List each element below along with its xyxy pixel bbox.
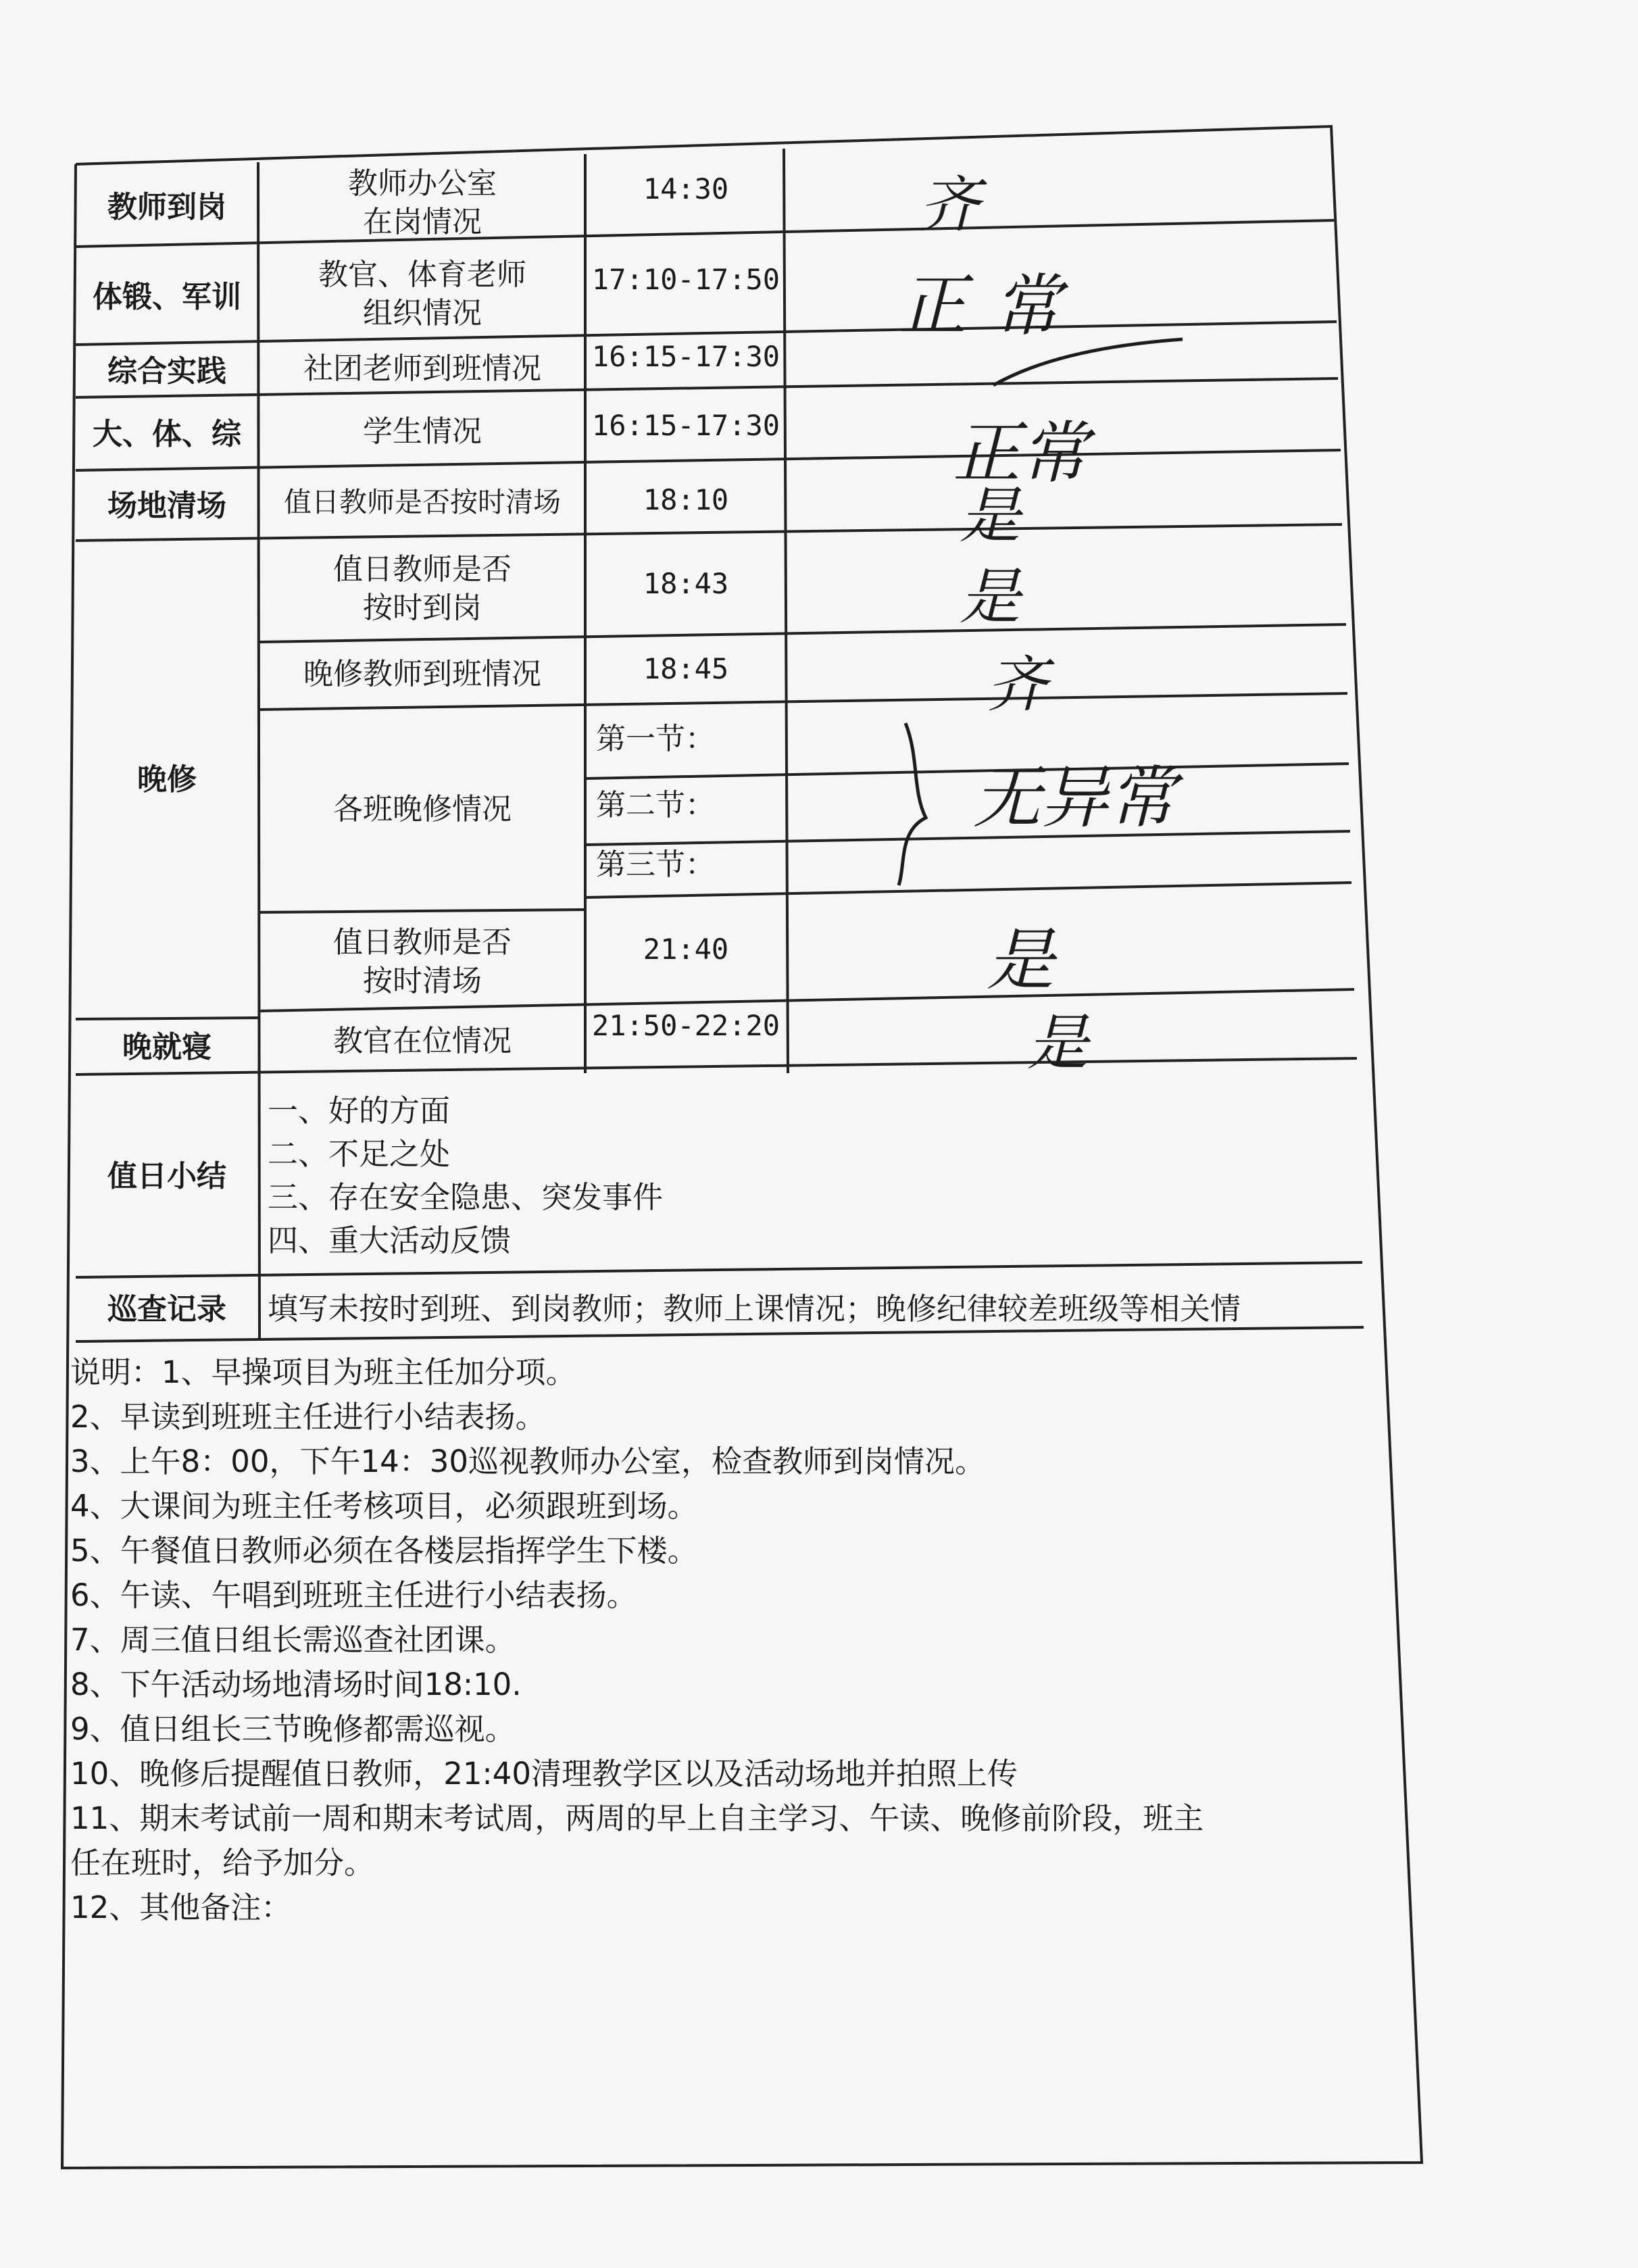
time-r9: 21:40 bbox=[643, 932, 729, 966]
handwritten-dash bbox=[987, 331, 1189, 392]
time-r4: 16:15-17:30 bbox=[591, 408, 780, 442]
item-line: 值日教师是否 bbox=[333, 551, 512, 587]
item-club-teachers: 社团老师到班情况 bbox=[303, 351, 541, 387]
patrol-text: 填写未按时到班、到岗教师；教师上课情况；晚修纪律较差班级等相关情 bbox=[268, 1291, 1241, 1327]
note-line: 12、其他备注： bbox=[70, 1890, 292, 1925]
item-line: 组织情况 bbox=[363, 296, 482, 330]
handwritten-result-r1: 齐 bbox=[919, 170, 980, 241]
note-line: 4、大课间为班主任考核项目，必须跟班到场。 bbox=[70, 1488, 698, 1524]
summary-line: 一、好的方面 bbox=[268, 1093, 451, 1129]
handwritten-result-r9: 是 bbox=[987, 920, 1054, 1000]
item-line: 按时到岗 bbox=[363, 591, 482, 625]
handwritten-brace bbox=[878, 716, 960, 892]
item-evening-teachers: 晚修教师到班情况 bbox=[303, 657, 541, 692]
handwritten-result-r10: 是 bbox=[1027, 1008, 1088, 1079]
note-line: 10、晚修后提醒值日教师，21:40清理教学区以及活动场地并拍照上传 bbox=[70, 1756, 1018, 1792]
period-1: 第一节： bbox=[596, 722, 715, 757]
summary-list bbox=[268, 1089, 663, 1262]
handwritten-result-r5: 是 bbox=[960, 480, 1020, 551]
time-r7: 18:45 bbox=[643, 651, 729, 685]
handwritten-result-r4: 正常 bbox=[953, 414, 1088, 493]
note-line: 说明：1、早操项目为班主任加分项。 bbox=[70, 1354, 576, 1390]
handwritten-result-r8: 无异常 bbox=[973, 758, 1176, 837]
note-line: 任在班时，给予加分。 bbox=[70, 1845, 375, 1881]
period-2: 第二节： bbox=[596, 788, 715, 823]
item-line: 在岗情况 bbox=[363, 205, 482, 239]
time-r1: 14:30 bbox=[643, 172, 729, 205]
summary-label: 值日小结 bbox=[107, 1159, 226, 1194]
summary-line: 二、不足之处 bbox=[268, 1136, 451, 1172]
note-line: 3、上午8：00，下午14：30巡视教师办公室，检查教师到岗情况。 bbox=[70, 1444, 986, 1479]
time-r10: 21:50-22:20 bbox=[591, 1008, 780, 1042]
item-instructors bbox=[259, 246, 585, 342]
item-duty-arrival bbox=[259, 538, 585, 639]
category-students: 大、体、综 bbox=[93, 417, 241, 452]
period-3: 第三节： bbox=[596, 847, 715, 883]
time-r2: 17:10-17:50 bbox=[591, 262, 780, 296]
note-line: 11、期末考试前一周和期末考试周，两周的早上自主学习、午读、晚修前阶段，班主 bbox=[70, 1800, 1204, 1836]
time-r5: 18:10 bbox=[643, 483, 729, 516]
category-bedtime: 晚就寝 bbox=[122, 1030, 212, 1065]
item-instructor-presence: 教官在位情况 bbox=[333, 1024, 512, 1059]
handwritten-result-r2: 正常 bbox=[899, 266, 1088, 345]
item-line: 教师办公室 bbox=[348, 166, 497, 201]
note-line: 2、早读到班班主任进行小结表扬。 bbox=[70, 1399, 546, 1435]
category-evening-study: 晚修 bbox=[137, 762, 197, 797]
summary-line: 四、重大活动反馈 bbox=[268, 1223, 512, 1258]
time-r6: 18:43 bbox=[643, 566, 729, 600]
note-line: 9、值日组长三节晚修都需巡视。 bbox=[70, 1711, 516, 1747]
item-teacher-office bbox=[259, 161, 585, 245]
category-site-clearing: 场地清场 bbox=[107, 489, 226, 524]
time-r3: 16:15-17:30 bbox=[591, 339, 780, 373]
note-line: 5、午餐值日教师必须在各楼层指挥学生下楼。 bbox=[70, 1533, 698, 1569]
item-line: 值日教师是否 bbox=[333, 925, 512, 960]
patrol-label: 巡查记录 bbox=[107, 1292, 226, 1327]
note-line: 8、下午活动场地清场时间18:10. bbox=[70, 1667, 522, 1702]
category-practice: 综合实践 bbox=[107, 354, 226, 389]
item-clear-on-time: 值日教师是否按时清场 bbox=[284, 486, 561, 519]
category-teacher-attendance: 教师到岗 bbox=[107, 190, 226, 225]
item-line: 按时清场 bbox=[363, 964, 482, 998]
item-class-evening: 各班晚修情况 bbox=[333, 792, 512, 827]
handwritten-result-r6: 是 bbox=[960, 562, 1020, 633]
item-duty-clear-night bbox=[259, 912, 585, 1011]
item-line: 教官、体育老师 bbox=[318, 257, 526, 292]
note-line: 7、周三值日组长需巡查社团课。 bbox=[70, 1622, 516, 1658]
notes-section bbox=[70, 1350, 1415, 1930]
category-exercise-training: 体锻、军训 bbox=[93, 280, 241, 315]
summary-line: 三、存在安全隐患、突发事件 bbox=[268, 1179, 664, 1215]
item-student-status: 学生情况 bbox=[363, 414, 482, 449]
note-line: 6、午读、午唱到班班主任进行小结表扬。 bbox=[70, 1577, 637, 1613]
handwritten-result-r7: 齐 bbox=[987, 649, 1047, 720]
